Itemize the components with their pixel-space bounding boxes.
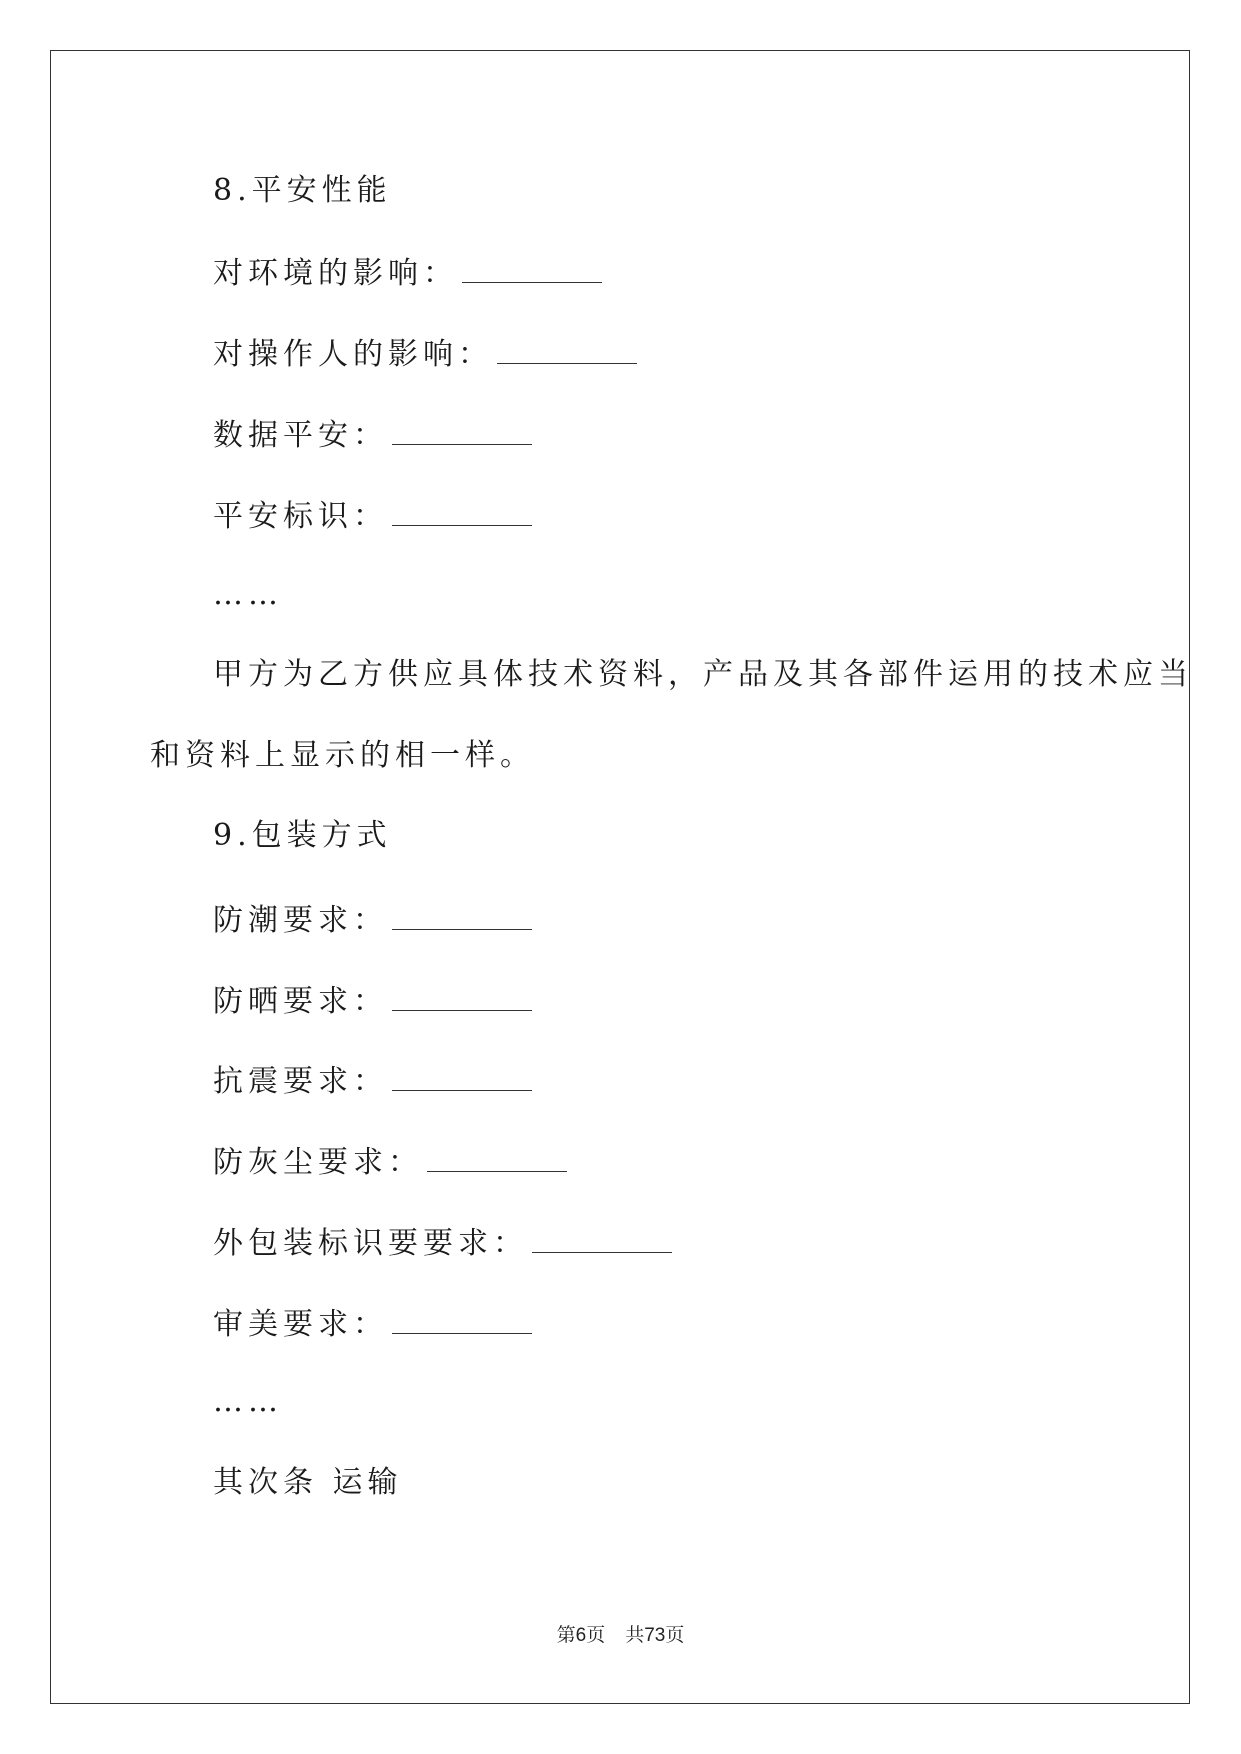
shock-blank <box>392 1064 532 1091</box>
operator-impact-blank <box>497 337 637 364</box>
paragraph-line-2: 和资料上显示的相一样。 <box>150 738 535 773</box>
section8-title: 8.平安性能 <box>213 173 392 208</box>
env-impact-row <box>213 256 602 289</box>
footer-prefix: 第 <box>556 1624 576 1646</box>
data-safety-label: 数据平安： <box>213 418 388 453</box>
section9-title: 9.包装方式 <box>213 818 392 853</box>
operator-impact-row <box>213 337 637 370</box>
dust-row <box>213 1145 567 1178</box>
data-safety-row <box>213 418 532 451</box>
shock-label: 抗震要求： <box>213 1064 388 1099</box>
sun-blank <box>392 984 532 1011</box>
page-frame <box>50 50 1190 1704</box>
data-safety-blank <box>392 418 532 445</box>
footer-total-prefix: 共 <box>625 1624 645 1646</box>
env-impact-label: 对环境的影响： <box>213 256 458 291</box>
aesthetic-label: 审美要求： <box>213 1307 388 1342</box>
footer-total-pages: 73 <box>644 1625 666 1646</box>
outer-mark-label: 外包装标识要要求： <box>213 1226 528 1261</box>
outer-mark-row <box>213 1226 672 1259</box>
shock-row <box>213 1064 532 1097</box>
safety-mark-row <box>213 499 532 532</box>
moisture-blank <box>392 903 532 930</box>
clause2-title: 其次条 运输 <box>213 1465 403 1500</box>
moisture-label: 防潮要求： <box>213 903 388 938</box>
paragraph-line-1: 甲方为乙方供应具体技术资料，产品及其各部件运用的技术应当 <box>213 657 1193 692</box>
ellipsis-2: …… <box>213 1384 283 1419</box>
moisture-row <box>213 903 532 936</box>
dust-blank <box>427 1145 567 1172</box>
ellipsis-1: …… <box>213 577 283 612</box>
dust-label: 防灰尘要求： <box>213 1145 423 1180</box>
env-impact-blank <box>462 256 602 283</box>
sun-label: 防晒要求： <box>213 984 388 1019</box>
safety-mark-label: 平安标识： <box>213 499 388 534</box>
footer-total-suffix: 页 <box>665 1624 685 1646</box>
sun-row <box>213 984 532 1017</box>
footer-page-number: 6 <box>575 1625 587 1646</box>
footer-page-suffix: 页 <box>586 1624 606 1646</box>
outer-mark-blank <box>532 1226 672 1253</box>
aesthetic-blank <box>392 1307 532 1334</box>
operator-impact-label: 对操作人的影响： <box>213 337 493 372</box>
safety-mark-blank <box>392 499 532 526</box>
page-footer <box>0 1620 1241 1647</box>
aesthetic-row <box>213 1307 532 1340</box>
